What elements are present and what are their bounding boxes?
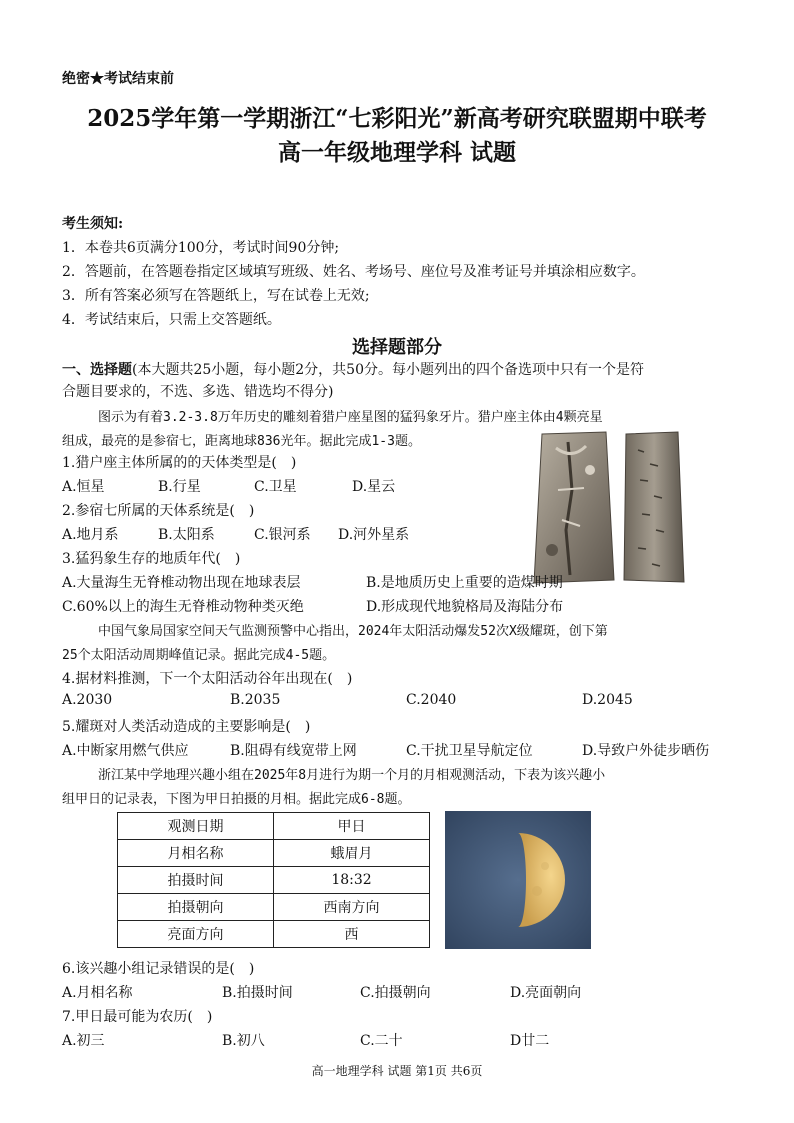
q3-option-d[interactable]: D.形成现代地貌格局及海陆分布 [366, 599, 564, 615]
q1-option-c[interactable]: C.卫星 [254, 479, 297, 495]
part-intro-line2: 合题目要求的，不选、多选、错选均不得分) [62, 384, 334, 400]
q2-option-a[interactable]: A.地月系 [62, 527, 119, 543]
part-desc: (本大题共25小题，每小题2分，共50分。每小题列出的四个备选项中只有一个是符 [132, 362, 644, 378]
table-row [118, 894, 430, 921]
notice-item: 2．答题前，在答题卷指定区域填写班级、姓名、考场号、座位号及准考证号并填涂相应数字。 [62, 264, 645, 280]
q3-option-a[interactable]: A.大量海生无脊椎动物出现在地球表层 [62, 575, 301, 591]
question-6-stem: 6.该兴趣小组记录错误的是( ) [62, 961, 255, 977]
ivory-plate-back-image [620, 430, 688, 585]
passage1-line2: 组成，最亮的是参宿七，距离地球836光年。据此完成1-3题。 [62, 434, 421, 449]
q2-option-b[interactable]: B.太阳系 [158, 527, 215, 543]
q3-option-b[interactable]: B.是地质历史上重要的造煤时期 [366, 575, 563, 591]
q7-option-a[interactable]: A.初三 [62, 1033, 105, 1049]
table-cell: 月相名称 [118, 840, 274, 867]
observation-record-table [117, 812, 430, 948]
table-row [118, 921, 430, 948]
table-row [118, 840, 430, 867]
table-cell: 西南方向 [274, 894, 430, 921]
passage2-line1: 中国气象局国家空间天气监测预警中心指出，2024年太阳活动爆发52次X级耀斑，创下第 [98, 624, 608, 639]
page-footer: 高一地理学科 试题 第1页 共6页 [311, 1064, 483, 1078]
exam-title: 2025学年第一学期浙江“七彩阳光”新高考研究联盟期中联考 [87, 105, 707, 132]
q7-option-c[interactable]: C.二十 [360, 1033, 403, 1049]
q4-option-d[interactable]: D.2045 [582, 692, 633, 708]
notice-heading: 考生须知: [62, 216, 124, 232]
table-cell: 亮面方向 [118, 921, 274, 948]
question-7-stem: 7.甲日最可能为农历( ) [62, 1009, 213, 1025]
q5-option-b[interactable]: B.阻碍有线宽带上网 [230, 743, 357, 759]
exam-subtitle: 高一年级地理学科 试题 [277, 139, 516, 166]
q1-option-a[interactable]: A.恒星 [62, 479, 105, 495]
table-cell: 西 [274, 921, 430, 948]
q1-option-d[interactable]: D.星云 [352, 479, 396, 495]
table-row [118, 813, 430, 840]
question-4-stem: 4.据材料推测，下一个太阳活动谷年出现在( ) [62, 671, 353, 687]
moon-phase-photo [445, 811, 591, 949]
question-2-stem: 2.参宿七所属的天体系统是( ) [62, 503, 255, 519]
q4-option-c[interactable]: C.2040 [406, 692, 457, 708]
q6-option-d[interactable]: D.亮面朝向 [510, 985, 582, 1001]
section-heading: 选择题部分 [352, 337, 442, 358]
table-row [118, 867, 430, 894]
confidential-label: 绝密★考试结束前 [62, 71, 174, 87]
question-3-stem: 3.猛犸象生存的地质年代( ) [62, 551, 241, 567]
q1-option-b[interactable]: B.行星 [158, 479, 201, 495]
question-5-stem: 5.耀斑对人类活动造成的主要影响是( ) [62, 719, 311, 735]
q4-option-a[interactable]: A.2030 [62, 692, 113, 708]
table-cell: 18:32 [274, 867, 430, 894]
q5-option-c[interactable]: C.干扰卫星导航定位 [406, 743, 533, 759]
table-cell: 观测日期 [118, 813, 274, 840]
table-cell: 拍摄时间 [118, 867, 274, 894]
q3-option-c[interactable]: C.60%以上的海生无脊椎动物种类灭绝 [62, 599, 304, 615]
notice-item: 3．所有答案必须写在答题纸上，写在试卷上无效; [62, 288, 370, 304]
passage3-line1: 浙江某中学地理兴趣小组在2025年8月进行为期一个月的月相观测活动，下表为该兴趣小 [98, 768, 606, 783]
question-1-stem: 1.猎户座主体所属的的天体类型是( ) [62, 455, 297, 471]
passage1-line1: 图示为有着3.2-3.8万年历史的雕刻着猎户座星图的猛犸象牙片。猎户座主体由4颗亮星 [98, 410, 603, 425]
notice-item: 4．考试结束后，只需上交答题纸。 [62, 312, 281, 328]
part-intro-line1 [62, 359, 644, 379]
table-cell: 甲日 [274, 813, 430, 840]
table-cell: 蛾眉月 [274, 840, 430, 867]
ivory-plate-front-image [528, 430, 618, 585]
table-cell: 拍摄朝向 [118, 894, 274, 921]
passage3-line2: 组甲日的记录表，下图为甲日拍摄的月相。据此完成6-8题。 [62, 792, 411, 807]
q5-option-d[interactable]: D.导致户外徒步晒伤 [582, 743, 710, 759]
passage2-line2: 25个太阳活动周期峰值记录。据此完成4-5题。 [62, 648, 336, 663]
q2-option-d[interactable]: D.河外星系 [338, 527, 410, 543]
q5-option-a[interactable]: A.中断家用燃气供应 [62, 743, 189, 759]
q4-option-b[interactable]: B.2035 [230, 692, 281, 708]
q6-option-c[interactable]: C.拍摄朝向 [360, 985, 431, 1001]
part-label: 一、选择题 [62, 362, 132, 378]
q6-option-b[interactable]: B.拍摄时间 [222, 985, 293, 1001]
q7-option-b[interactable]: B.初八 [222, 1033, 265, 1049]
q6-option-a[interactable]: A.月相名称 [62, 985, 133, 1001]
q2-option-c[interactable]: C.银河系 [254, 527, 311, 543]
notice-item: 1．本卷共6页满分100分，考试时间90分钟; [62, 240, 340, 256]
q7-option-d[interactable]: D廿二 [510, 1033, 550, 1049]
